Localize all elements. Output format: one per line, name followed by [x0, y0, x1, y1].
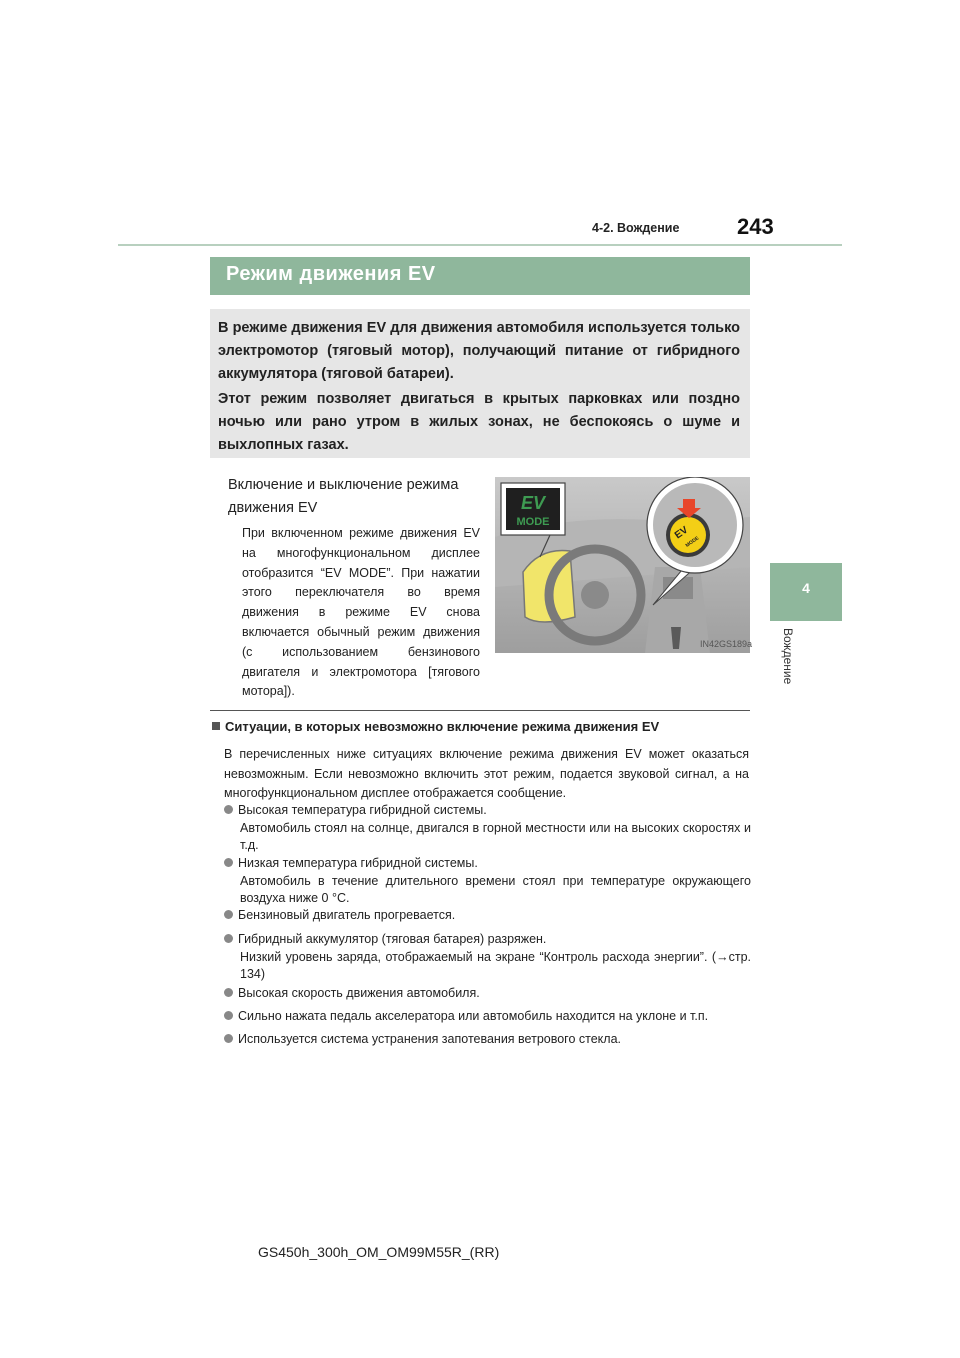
- footer-code: GS450h_300h_OM_OM99M55R_(RR): [258, 1244, 500, 1260]
- list-item-main: Используется система устранения запотевания ветрового стекла.: [238, 1032, 621, 1046]
- list-item-main: Бензиновый двигатель прогревается.: [238, 908, 456, 922]
- chapter-tab-number: 4: [802, 580, 810, 596]
- bullet-dot-icon: [224, 805, 233, 814]
- button-ev-text: EV: [672, 524, 691, 542]
- dashboard-illustration: [495, 477, 753, 653]
- dashboard-illustration-svg: [495, 477, 753, 653]
- toggle-description: При включенном режиме движения EV на многофункциональном дисплее отобразится “EV MODE”. При нажатии этого переключателя во время движения в режиме EV снова включается обычный режим движения (с использованием бензинового двигателя и электромотора [тягового мотора]).: [242, 526, 480, 699]
- list-item-detail: Автомобиль в течение длительного времени стоял при температуре окружающего воздуха ниже 0 °C.: [240, 873, 751, 905]
- section-header: 4-2. Вождение: [592, 221, 680, 235]
- chapter-tab-label: [776, 628, 800, 708]
- list-item-detail: Автомобиль стоял на солнце, двигался в горной местности или на высоких скоростях и т.д.: [240, 820, 751, 852]
- bullet-dot-icon: [224, 988, 233, 997]
- square-bullet-icon: [212, 722, 220, 730]
- chapter-tab-label-text: Вождение: [781, 628, 795, 685]
- list-item-main: Высокая температура гибридной системы.: [238, 803, 487, 817]
- bullet-dot-icon: [224, 910, 233, 919]
- list-item: [224, 907, 751, 925]
- header-rule: [118, 244, 842, 246]
- section-rule: [210, 710, 750, 711]
- list-item: [224, 931, 751, 984]
- page-number: 243: [737, 214, 774, 239]
- bullet-dot-icon: [224, 934, 233, 943]
- toggle-heading: Включение и выключение режима движения EV: [228, 477, 459, 516]
- steering-hub-icon: [581, 581, 609, 609]
- list-item: [224, 985, 751, 1003]
- list-item: [224, 855, 751, 908]
- list-item-main: Сильно нажата педаль акселератора или автомобиль находится на уклоне и т.п.: [238, 1009, 709, 1023]
- bullet-dot-icon: [224, 1034, 233, 1043]
- list-item-detail: Низкий уровень заряда, отображаемый на экране “Контроль расхода энергии”. (→стр. 134): [240, 949, 751, 981]
- display-mode-text: MODE: [516, 516, 550, 528]
- list-item-main: Высокая скорость движения автомобиля.: [238, 986, 480, 1000]
- bullet-dot-icon: [224, 1011, 233, 1020]
- intro-paragraph-2: Этот режим позволяет двигаться в крытых парковках или поздно ночью или рано утром в жилых зонах, не беспокоясь о шуме и выхлопных газах.: [218, 391, 740, 453]
- list-item: [224, 1008, 751, 1026]
- list-item-main: Низкая температура гибридной системы.: [238, 856, 478, 870]
- page-title: Режим движения EV: [226, 263, 436, 285]
- display-ev-text: EV: [520, 493, 546, 513]
- situations-heading-text: Ситуации, в которых невозможно включение режима движения EV: [225, 719, 660, 734]
- list-item: [224, 802, 751, 855]
- list-item: [224, 1031, 751, 1049]
- situations-intro: В перечисленных ниже ситуациях включение режима движения EV может оказаться невозможным. Если невозможно включить этот режим, подается звуковой сигнал, а на многофункциональном дисплее отображается сообщение.: [224, 747, 749, 800]
- figure-code: IN42GS189a: [700, 639, 753, 649]
- intro-paragraph-1: В режиме движения EV для движения автомобиля используется только электромотор (тяговый мотор), получающий питание от гибридного аккумулятора (тяговой батареи).: [218, 320, 740, 382]
- list-item-main: Гибридный аккумулятор (тяговая батарея) разряжен.: [238, 932, 547, 946]
- bullet-dot-icon: [224, 858, 233, 867]
- button-mode-text: MODE: [684, 535, 701, 549]
- situations-heading: [212, 719, 659, 734]
